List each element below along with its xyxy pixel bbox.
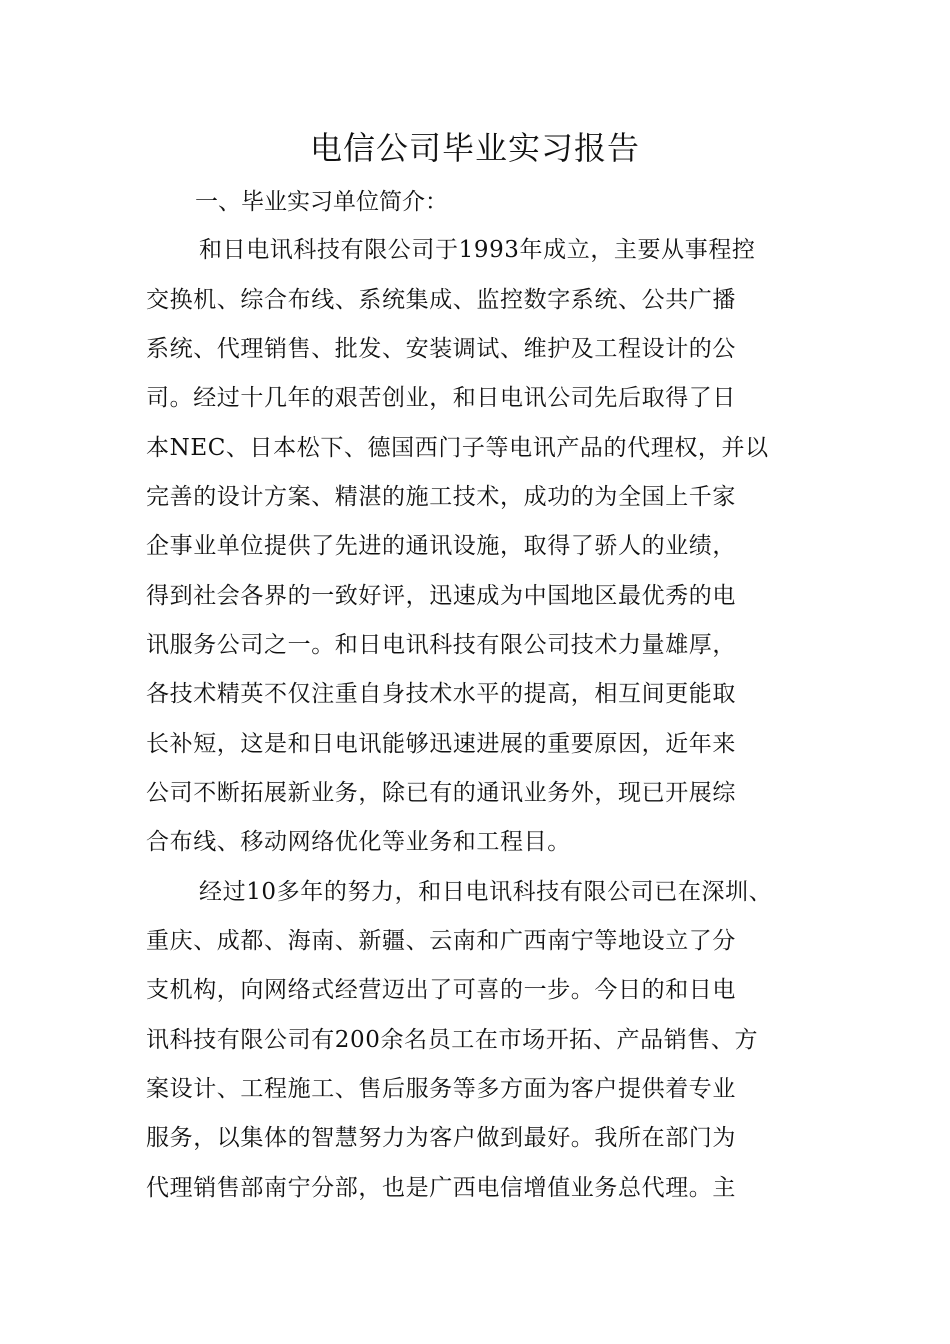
paragraph-line: 和日电讯科技有限公司于1993年成立，主要从事程控 (199, 237, 756, 263)
paragraph-line: 长补短，这是和日电讯能够迅速进展的重要原因，近年来 (146, 731, 736, 757)
paragraph-line: 支机构，向网络式经营迈出了可喜的一步。今日的和日电 (146, 977, 736, 1003)
paragraph-line: 系统、代理销售、批发、安装调试、维护及工程设计的公 (146, 336, 736, 362)
paragraph-line: 各技术精英不仅注重自身技术水平的提高，相互间更能取 (146, 681, 736, 707)
paragraph-line: 重庆、成都、海南、新疆、云南和广西南宁等地设立了分 (146, 928, 736, 954)
paragraph-line: 司。经过十几年的艰苦创业，和日电讯公司先后取得了日 (146, 385, 736, 411)
paragraph-line: 代理销售部南宁分部，也是广西电信增值业务总代理。主 (146, 1175, 736, 1201)
paragraph-line: 经过10多年的努力，和日电讯科技有限公司已在深圳、 (199, 879, 773, 905)
paragraph-line: 完善的设计方案、精湛的施工技术，成功的为全国上千家 (146, 484, 736, 510)
paragraph-line: 企事业单位提供了先进的通讯设施，取得了骄人的业绩， (146, 533, 736, 559)
paragraph-line: 案设计、工程施工、售后服务等多方面为客户提供着专业 (146, 1076, 736, 1102)
paragraph-line: 得到社会各界的一致好评，迅速成为中国地区最优秀的电 (146, 583, 736, 609)
paragraph-line: 讯服务公司之一。和日电讯科技有限公司技术力量雄厚， (146, 632, 736, 658)
paragraph-line: 公司不断拓展新业务，除已有的通讯业务外，现已开展综 (146, 780, 736, 806)
paragraph-line: 合布线、移动网络优化等业务和工程目。 (146, 829, 571, 855)
paragraph-line: 本NEC、日本松下、德国西门子等电讯产品的代理权，并以 (146, 435, 769, 461)
paragraph-line: 讯科技有限公司有200余名员工在市场开拓、产品销售、方 (146, 1027, 759, 1053)
document-title: 电信公司毕业实习报告 (309, 129, 640, 167)
paragraph-line: 交换机、综合布线、系统集成、监控数字系统、公共广播 (146, 287, 736, 313)
section-heading: 一、毕业实习单位简介： (195, 189, 448, 215)
paragraph-line: 服务，以集体的智慧努力为客户做到最好。我所在部门为 (146, 1125, 736, 1151)
